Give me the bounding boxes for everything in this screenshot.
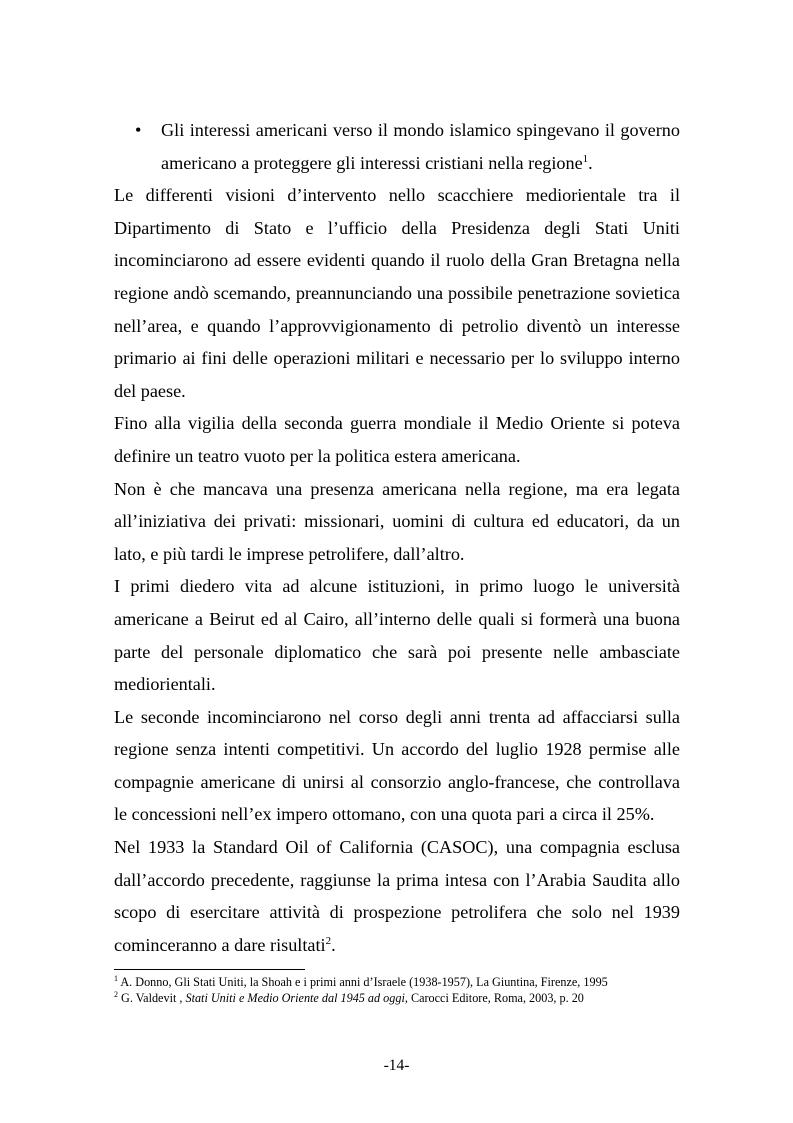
bullet-text: Gli interessi americani verso il mondo islamico spingevano il governo americano a proteggere gli interessi cristiani nella regione [161, 120, 680, 173]
footnote-number: 2 [114, 989, 118, 999]
footnote-2 [114, 991, 714, 1007]
footnote-author: G. Valdevit , [118, 990, 186, 1005]
paragraph: Non è che mancava una presenza americana nella regione, ma era legata all’iniziativa dei privati: missionari, uomini di cultura ed educatori, da un lato, e più tardi le imprese petrolifere, dall’altro. [114, 478, 680, 564]
footnote-publisher: Carocci Editore, Roma, 2003, p. 20 [407, 990, 584, 1005]
paragraph: Fino alla vigilia della seconda guerra mondiale il Medio Oriente si poteva definire un teatro vuoto per la politica estera americana. [114, 413, 680, 466]
bullet-item [114, 114, 680, 179]
page-number: -14- [383, 1057, 410, 1074]
footnote-number: 1 [114, 973, 118, 983]
paragraph-last [114, 831, 680, 961]
paragraph: Le differenti visioni d’intervento nello scacchiere mediorientale tra il Dipartimento di Stato e l’ufficio della Presidenza degli Stati Uniti incominciarono ad essere evidenti quando il ruolo della Gran Bretagna nella regione andò scemando, preannunciando una possibile penetrazione sovietica nell’area, e quando l’approvvigionamento di petrolio diventò un interesse primario ai fini delle operazioni militari e necessario per lo sviluppo interno del paese. [114, 185, 680, 401]
body-text [114, 114, 680, 961]
paragraph-last-end: . [331, 934, 336, 955]
footnote-separator [114, 969, 305, 970]
footnote-text: A. Donno, Gli Stati Uniti, la Shoah e i primi anni d’Israele (1938-1957), La Giuntina, Firenze, 1995 [118, 975, 608, 989]
footnote-ref-1[interactable]: 1 [582, 152, 589, 165]
bullet-symbol: • [135, 120, 142, 140]
footnotes [114, 975, 714, 1006]
footnote-1 [114, 975, 714, 991]
footnote-ref-2[interactable]: 2 [325, 934, 332, 947]
bullet-end: . [588, 152, 593, 173]
footnote-title: Stati Uniti e Medio Oriente dal 1945 ad oggi, [185, 990, 408, 1005]
paragraph: I primi diedero vita ad alcune istituzioni, in primo luogo le università americane a Beirut ed al Cairo, all’interno delle quali si formerà una buona parte del personale diplomatico che sarà poi presente nelle ambasciate mediorientali. [114, 576, 680, 695]
paragraph: Le seconde incominciarono nel corso degli anni trenta ad affacciarsi sulla regione senza intenti competitivi. Un accordo del luglio 1928 permise alle compagnie americane di unirsi al consorzio anglo-francese, che controllava le concessioni nell’ex impero ottomano, con una quota pari a circa il 25%. [114, 706, 680, 825]
paragraph-last-text: Nel 1933 la Standard Oil of California (CASOC), una compagnia esclusa dall’accordo precedente, raggiunse la prima intesa con l’Arabia Saudita allo scopo di esercitare attività di prospezione petrolifera che solo nel 1939 cominceranno a dare risultati [114, 837, 680, 955]
